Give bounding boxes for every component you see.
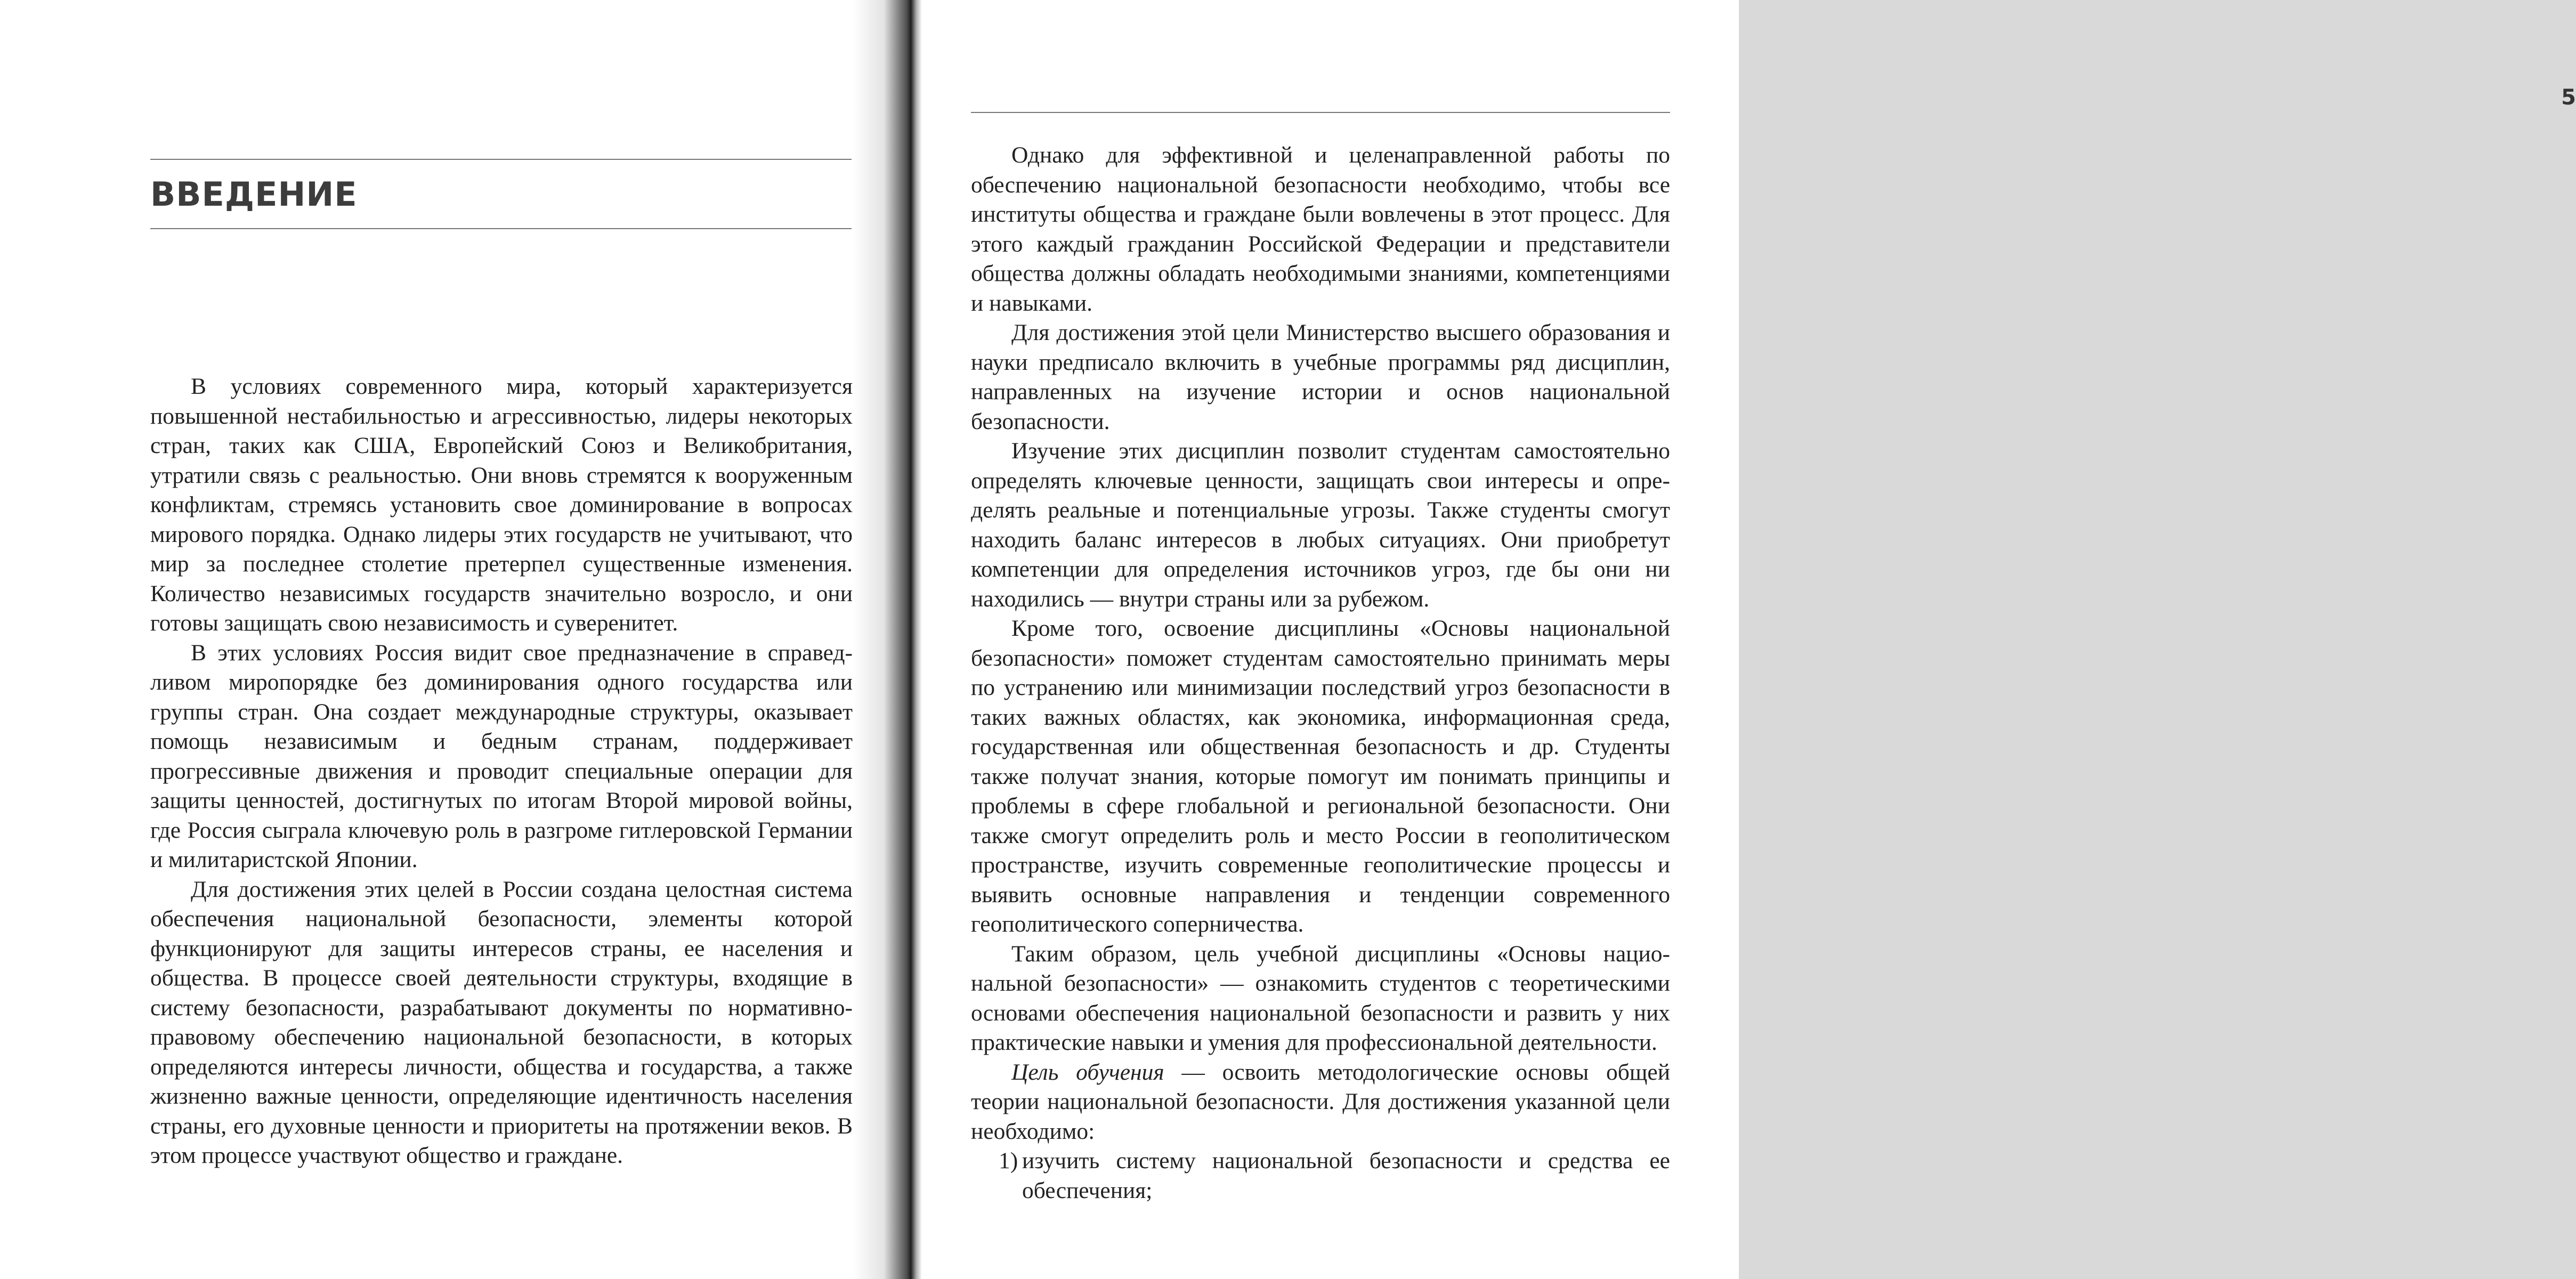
list-item-text: изучить систему национальной безопасности и средства ее обеспечения;: [1022, 1148, 1670, 1203]
header-rule: [971, 112, 1670, 113]
paragraph: Кроме того, освоение дисциплины «Основы национальной безопасности» поможет студентам самостоятельно принимать меры по устранению или минимизации последствий угроз безопасности в таких важных областях, как экономика, информационная среда, государственная или общественная безопасность и др. Студенты также получат знания, которые помогут им понимать принципы и проблемы в сфере глобальной и региональной безопасности. Они также смогут определить роль и место России в геополитическом пространстве, изучить современные геополитические процессы и выявить основные направления и тенденции современного геополитического соперничества.: [971, 616, 1670, 937]
heading-bottom-rule: [150, 228, 852, 229]
paragraph: Однако для эффективной и целенаправленной работы по обеспечению национальной безопасности необходимо, чтобы все институты общества и граждане были вовлечены в этот процесс. Для этого каждый гражданин Российской Федерации и представители общества должны обладать необходимыми знаниями, компетенциями и навыками.: [971, 142, 1670, 316]
goal-text: — освоить методологические основы общей теории национальной безопасности. Для достижения указанной цели необходимо:: [971, 1059, 1670, 1144]
right-body-text: [971, 141, 1670, 1205]
paragraph: Изучение этих дисциплин позволит студентам самостоятельно определять ключевые ценности, защищать свои интересы и определять реальные и потенциальные угрозы. Также студенты смогут находить баланс интересов в любых ситуациях. Они приобретут компетенции для определения источников угроз, где бы они ни находились — внутри страны или за рубежом.: [971, 438, 1670, 612]
paragraph: Для достижения этих целей в России создана целостная система обеспечения национальной безопасности, элементы которой функционируют для защиты интересов страны, ее населения и общества. В процессе своей деятельности структуры, входящие в систему безопасности, разрабатывают документы по нормативно-правовому обеспечению национальной безопасности, в которых определяются интересы личности, общества и государства, а также жизненно важные ценности, определяющие идентичность населения страны, его духовные ценности и приоритеты на протяжении веков. В этом процессе участвуют общество и граждане.: [150, 876, 853, 1168]
left-body-text: [150, 372, 853, 1171]
heading-top-rule: [150, 159, 852, 160]
list-marker: 1): [999, 1148, 1018, 1173]
paragraph: В этих условиях Россия видит свое предназначение в справедливом миропорядке без доминирования одного государства или группы стран. Она создает международные структуры, оказывает помощь независимым и бедным странам, поддерживает прогрессивные движения и проводит специальные операции для защиты ценностей, достигнутых по итогам Второй мировой войны, где Россия сыграла ключевую роль в разгроме гитлеровской Германии и милитаристской Японии.: [150, 640, 853, 872]
goal-label: Цель обучения: [1011, 1059, 1164, 1085]
goal-paragraph: [971, 1058, 1670, 1147]
page-number: 5: [2561, 85, 2576, 110]
paragraph: Для достижения этой цели Министерство высшего образования и науки предписало включить в учебные программы ряд дисциплин, направленных на изучение истории и основ национальной безопасности.: [971, 320, 1670, 434]
chapter-heading: ВВЕДЕНИЕ: [150, 175, 358, 214]
list-item: [971, 1146, 1670, 1205]
right-page: [906, 0, 2576, 1279]
left-page: [0, 0, 895, 1279]
paragraph: В условиях современного мира, который характеризуется повышенной нестабильностью и агрессивностью, лидеры некоторых стран, таких как США, Европейский Союз и Великобритания, утратили связь с реальностью. Они вновь стремятся к вооруженным конфликтам, стремясь установить свое доминирование в вопросах мирового порядка. Однако лидеры этих государств не учитывают, что мир за последнее столетие претерпел существенные изменения. Количество независимых государств значительно возросло, и они готовы защищать свою независимость и суверенитет.: [150, 374, 853, 636]
paragraph: Таким образом, цель учебной дисциплины «Основы национальной безопасности» — ознакомить студентов с теоретическими основами обеспечения национальной безопасности и развить у них практические навыки и умения для профессиональной деятельности.: [971, 941, 1670, 1055]
